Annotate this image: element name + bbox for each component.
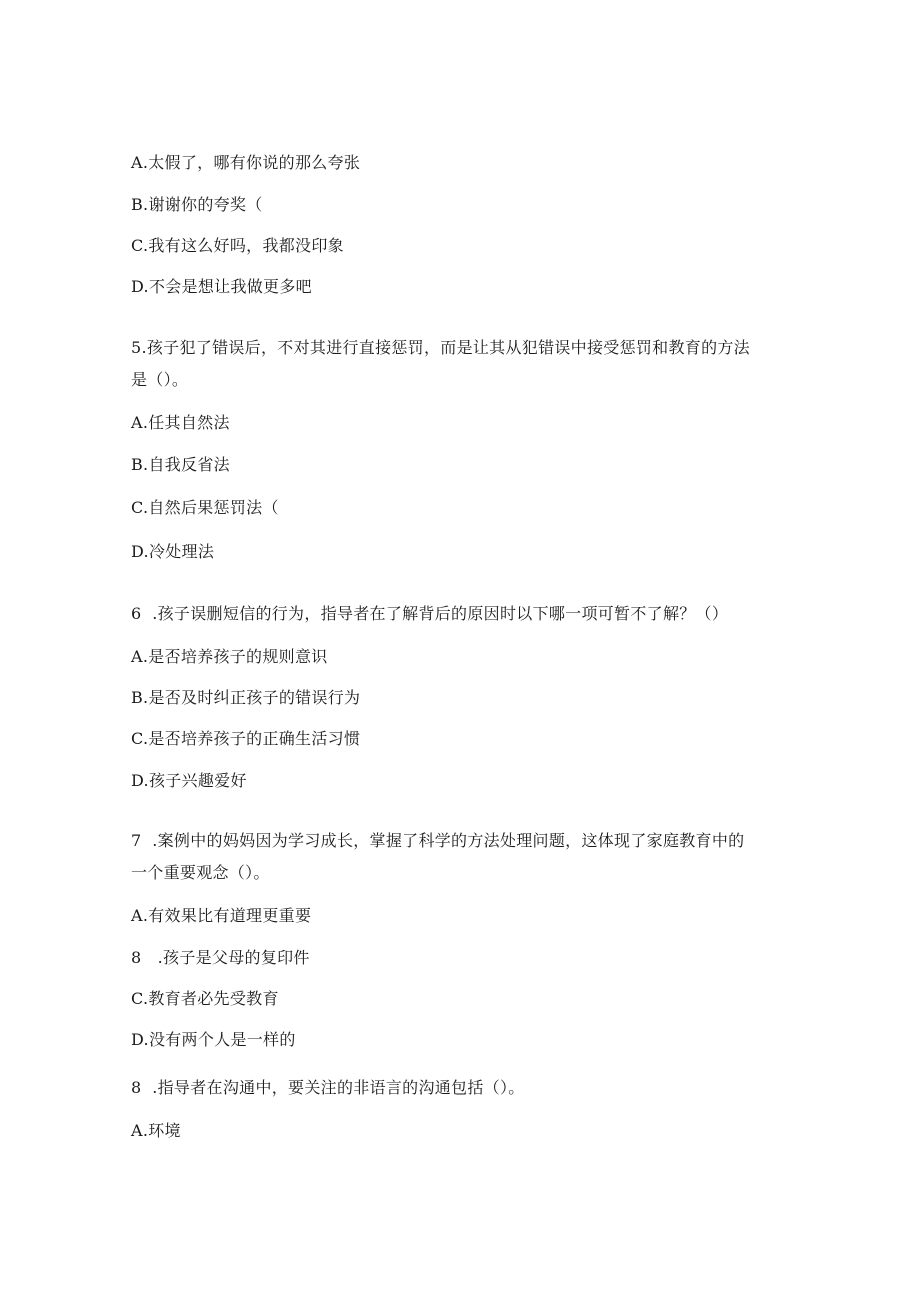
question-6-text: 6 .孩子误删短信的行为，指导者在了解背后的原因时以下哪一项可暂不了解？（） bbox=[131, 604, 729, 623]
q5-option-d: D.冷处理法 bbox=[131, 542, 215, 561]
question-7-text-line2: 一个重要观念（）。 bbox=[131, 863, 270, 882]
q8-option-a: A.环境 bbox=[131, 1121, 181, 1140]
question-5-text-line2: 是（）。 bbox=[131, 370, 189, 389]
option-d: D.不会是想让我做更多吧 bbox=[131, 277, 312, 296]
q7-option-a: A.有效果比有道理更重要 bbox=[131, 906, 312, 925]
q7-option-c: C.教育者必先受教育 bbox=[131, 989, 279, 1008]
question-5-text-line1: 5.孩子犯了错误后，不对其进行直接惩罚，而是让其从犯错误中接受惩罚和教育的方法 bbox=[131, 338, 750, 357]
q6-option-a: A.是否培养孩子的规则意识 bbox=[131, 647, 328, 666]
q6-option-c: C.是否培养孩子的正确生活习惯 bbox=[131, 729, 361, 748]
q5-option-b: B.自我反省法 bbox=[131, 455, 230, 474]
q7-option-b: 8 .孩子是父母的复印件 bbox=[131, 948, 310, 967]
option-b: B.谢谢你的夸奖（ bbox=[131, 195, 263, 214]
q5-option-c: C.自然后果惩罚法（ bbox=[131, 498, 279, 517]
question-8-text: 8 .指导者在沟通中，要关注的非语言的沟通包括（）。 bbox=[131, 1078, 525, 1097]
q7-option-d: D.没有两个人是一样的 bbox=[131, 1030, 296, 1049]
option-a: A.太假了，哪有你说的那么夸张 bbox=[131, 153, 361, 172]
q6-option-d: D.孩子兴趣爱好 bbox=[131, 771, 247, 790]
option-c: C.我有这么好吗，我都没印象 bbox=[131, 236, 344, 255]
q6-option-b: B.是否及时纠正孩子的错误行为 bbox=[131, 688, 361, 707]
q5-option-a: A.任其自然法 bbox=[131, 413, 230, 432]
question-7-text-line1: 7 .案例中的妈妈因为学习成长，掌握了科学的方法处理问题，这体现了家庭教育中的 bbox=[131, 831, 745, 850]
